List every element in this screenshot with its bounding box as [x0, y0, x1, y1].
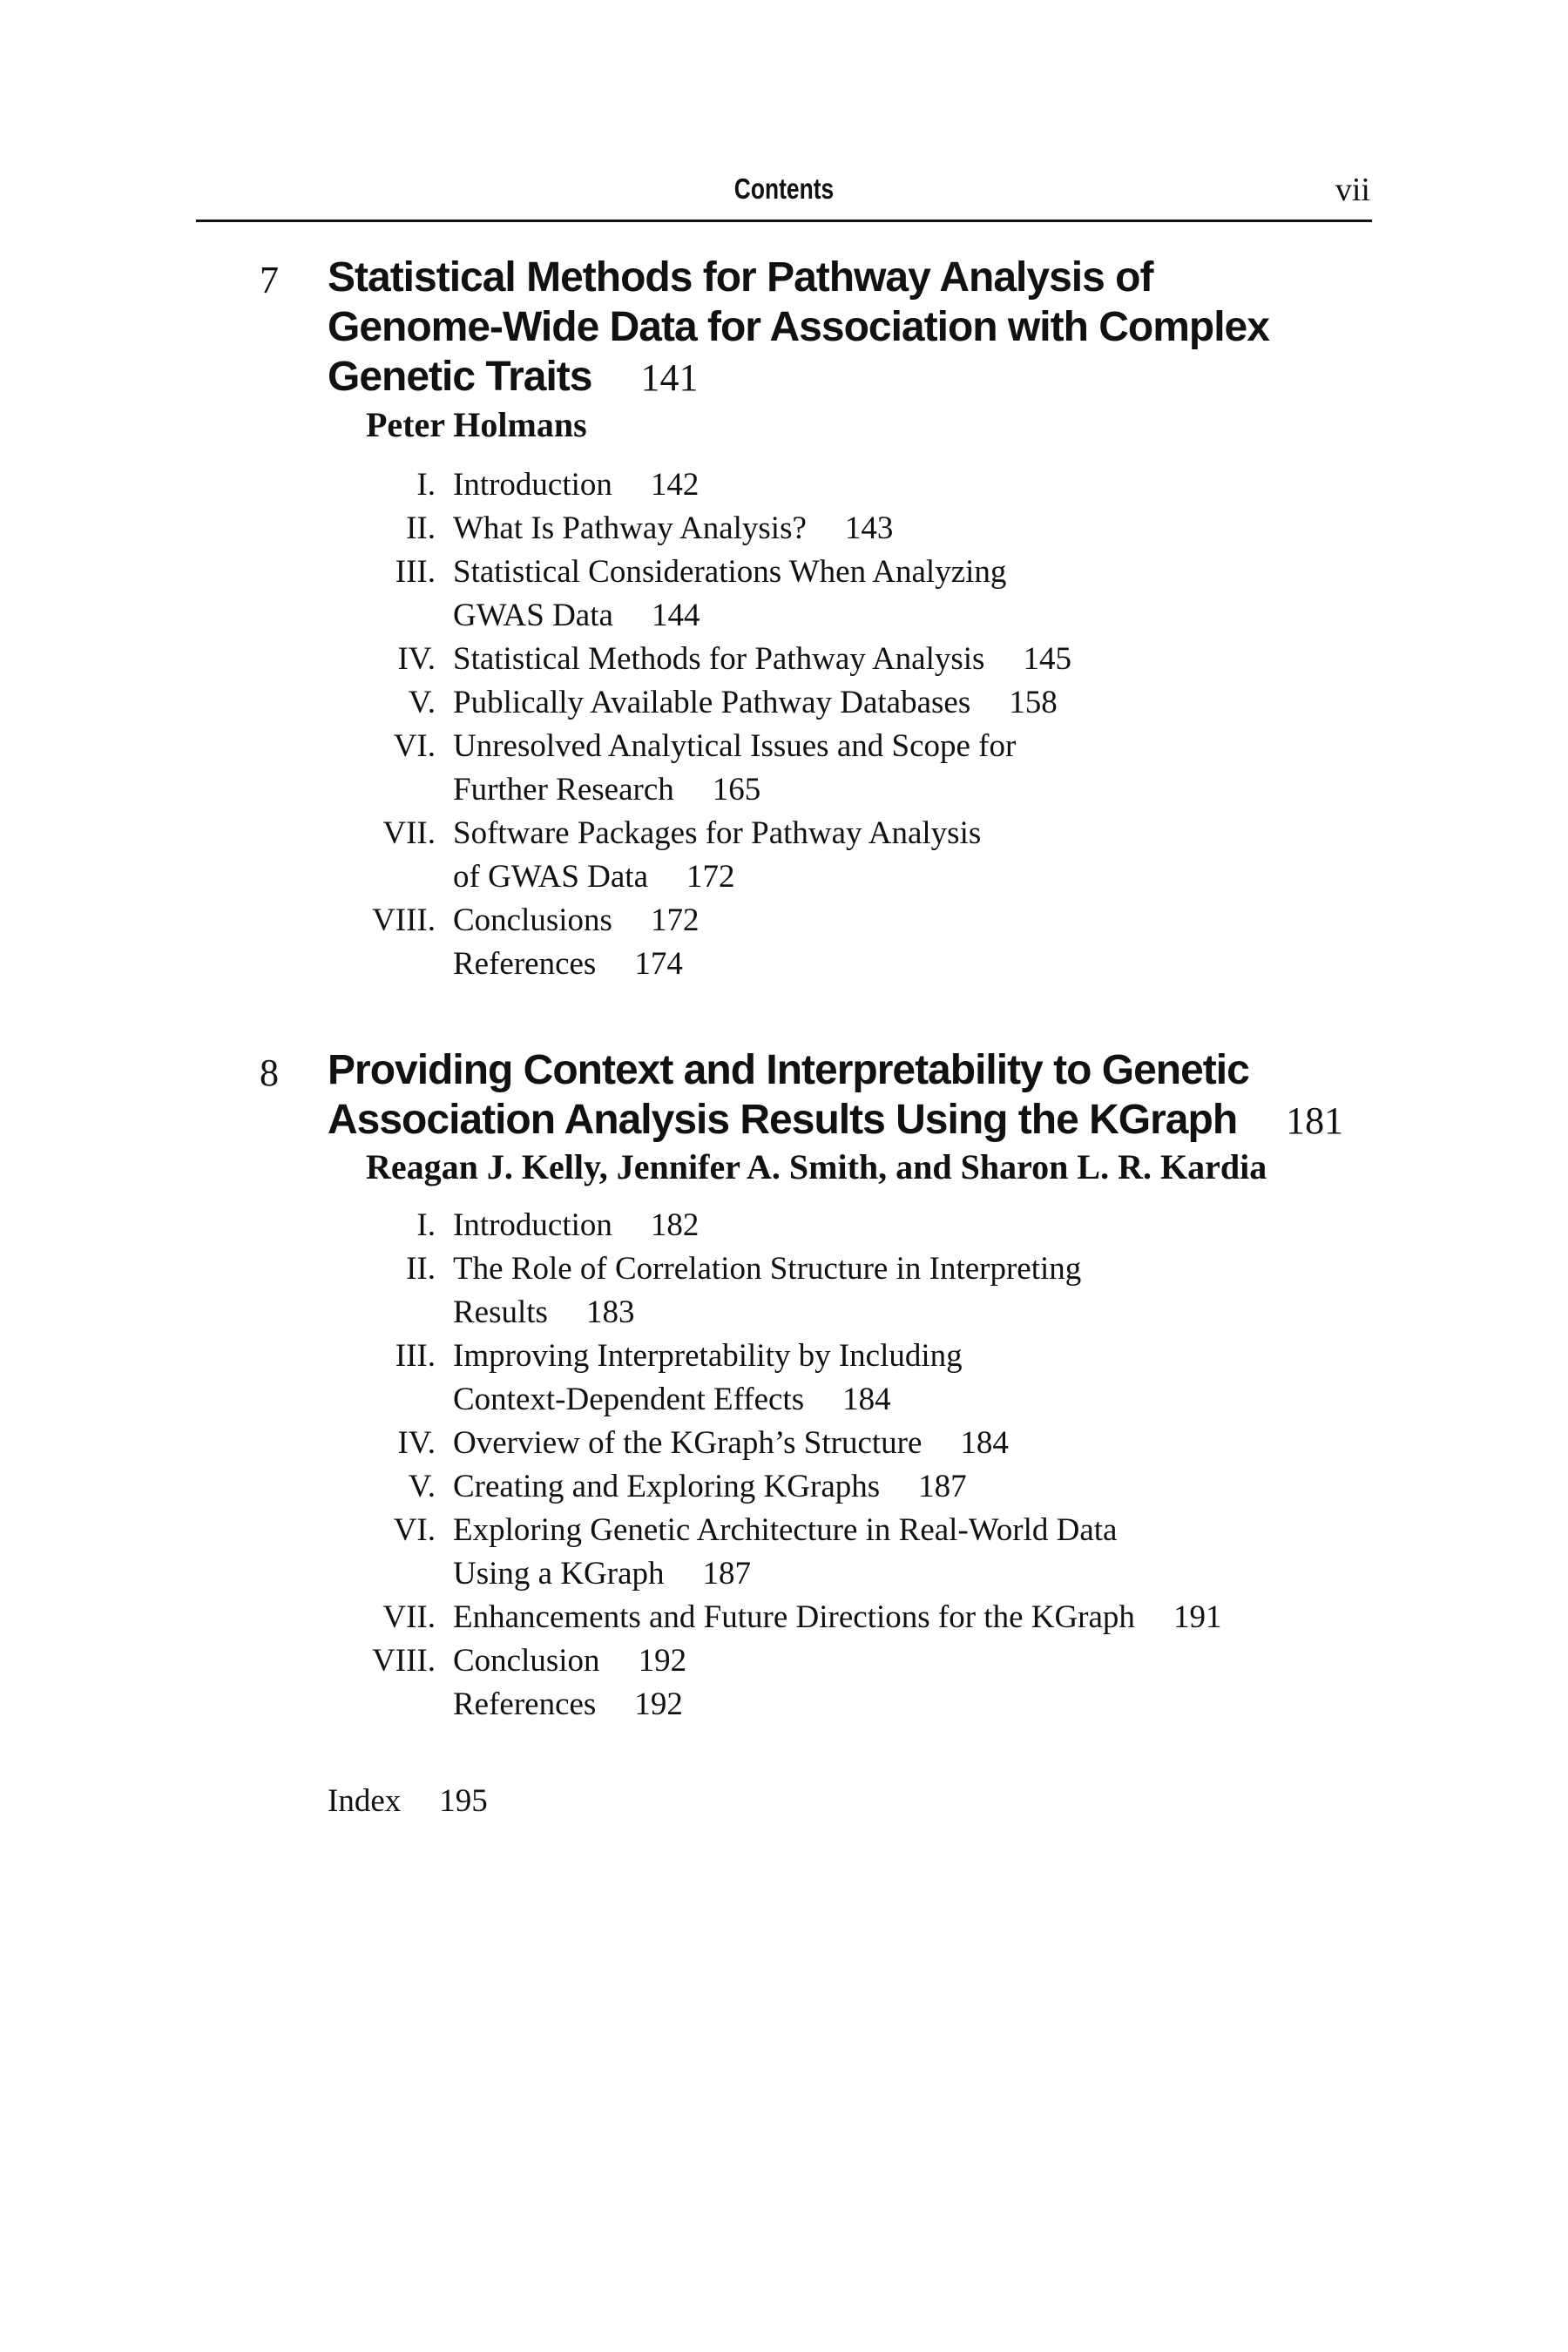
section-title: The Role of Correlation Structure in Interpreting: [453, 1251, 1082, 1287]
chapter-title-line: Association Analysis Results Using the KGraph: [328, 1097, 1238, 1143]
toc-entry[interactable]: [0, 551, 1568, 638]
section-numeral: VI.: [393, 1512, 436, 1548]
toc-entry-references[interactable]: [0, 943, 1568, 986]
toc-entry-references[interactable]: [0, 1683, 1568, 1727]
section-title-cont: Context-Dependent Effects: [453, 1382, 805, 1417]
chapter-title-line-last: [328, 352, 1269, 402]
section-title-cont: Using a KGraph: [453, 1556, 665, 1592]
section-title: Overview of the KGraph’s Structure: [453, 1425, 923, 1461]
section-page: 184: [960, 1425, 1009, 1461]
chapter-7-sections: [0, 463, 1568, 986]
section-title-line: [453, 899, 1568, 943]
section-title-line: [453, 507, 1568, 551]
section-numeral: V.: [408, 1469, 436, 1504]
section-title-line: [453, 1465, 1568, 1509]
chapter-title-line: Statistical Methods for Pathway Analysis of: [328, 254, 1153, 301]
section-title-line: [453, 1596, 1568, 1639]
section-title-line: [453, 1204, 1568, 1247]
chapter-title-line: Genetic Traits: [328, 354, 592, 400]
toc-entry[interactable]: [0, 1465, 1568, 1509]
section-page: 172: [650, 902, 700, 938]
running-title: Contents: [733, 172, 835, 205]
section-title: Introduction: [453, 467, 612, 503]
section-title-line: [453, 1639, 1568, 1683]
running-header: [196, 171, 1372, 222]
chapter-page-number[interactable]: 181: [1286, 1099, 1344, 1142]
index-label: Index: [328, 1783, 402, 1819]
section-page: 184: [842, 1382, 891, 1417]
section-title: Unresolved Analytical Issues and Scope for: [453, 728, 1017, 764]
chapter-title-line-last: [328, 1095, 1343, 1146]
index-page: 195: [439, 1783, 488, 1819]
section-title: Creating and Exploring KGraphs: [453, 1469, 881, 1504]
toc-entry[interactable]: [0, 899, 1568, 943]
section-title-line: [453, 768, 1568, 812]
section-page: 192: [634, 1686, 683, 1722]
section-title-line: [453, 1422, 1568, 1465]
section-title: What Is Pathway Analysis?: [453, 510, 807, 546]
section-title: References: [453, 1686, 597, 1722]
section-title: Publically Available Pathway Databases: [453, 685, 971, 720]
chapter-title: [328, 253, 1269, 402]
chapter-number: 8: [260, 1051, 279, 1094]
section-numeral: II.: [406, 1251, 436, 1287]
chapter-title-line: Genome-Wide Data for Association with Complex: [328, 304, 1269, 350]
section-numeral: VII.: [382, 815, 436, 851]
toc-entry[interactable]: [0, 507, 1568, 551]
toc-entry[interactable]: [0, 638, 1568, 681]
section-numeral: I.: [416, 1207, 436, 1243]
section-page: 187: [702, 1556, 752, 1592]
section-title-line: [453, 1291, 1568, 1335]
section-title: References: [453, 946, 597, 982]
section-title: Introduction: [453, 1207, 612, 1243]
toc-entry[interactable]: [0, 1204, 1568, 1247]
section-page: 187: [918, 1469, 967, 1504]
toc-entry[interactable]: [0, 1422, 1568, 1465]
section-page: 144: [651, 598, 700, 633]
toc-entry[interactable]: [0, 725, 1568, 812]
section-numeral: IV.: [397, 641, 436, 677]
section-title-line: [453, 1552, 1568, 1596]
section-title-line: [453, 1683, 1568, 1727]
section-numeral: V.: [408, 685, 436, 720]
section-numeral: III.: [395, 554, 436, 590]
chapter-title: [328, 1045, 1343, 1146]
section-numeral: VI.: [393, 728, 436, 764]
toc-entry[interactable]: [0, 1335, 1568, 1422]
chapter-authors: Peter Holmans: [366, 405, 587, 444]
section-numeral: I.: [416, 467, 436, 503]
section-title-cont: of GWAS Data: [453, 859, 649, 895]
section-title: Conclusions: [453, 902, 612, 938]
section-numeral: VIII.: [372, 902, 436, 938]
section-page: 142: [650, 467, 700, 503]
toc-entry[interactable]: [0, 1596, 1568, 1639]
section-page: 158: [1009, 685, 1058, 720]
section-title-cont: GWAS Data: [453, 598, 613, 633]
section-page: 143: [844, 510, 894, 546]
page-folio: vii: [1335, 172, 1370, 208]
section-title-line: [453, 463, 1568, 507]
section-numeral: VII.: [382, 1599, 436, 1635]
chapter-number: 7: [260, 259, 279, 301]
section-title: Enhancements and Future Directions for the KGraph: [453, 1599, 1135, 1635]
toc-entry[interactable]: [0, 812, 1568, 899]
section-title: Statistical Methods for Pathway Analysis: [453, 641, 985, 677]
section-numeral: II.: [406, 510, 436, 546]
section-page: 172: [686, 859, 735, 895]
section-page: 191: [1173, 1599, 1222, 1635]
section-numeral: IV.: [397, 1425, 436, 1461]
section-title: Statistical Considerations When Analyzing: [453, 554, 1007, 590]
section-title-cont: Results: [453, 1294, 548, 1330]
toc-entry[interactable]: [0, 681, 1568, 725]
section-title: Exploring Genetic Architecture in Real-World Data: [453, 1512, 1118, 1548]
section-title-line: [453, 638, 1568, 681]
section-title: Improving Interpretability by Including: [453, 1338, 963, 1374]
section-title-line: [453, 681, 1568, 725]
section-page: 165: [712, 772, 761, 808]
section-title-line: [453, 1378, 1568, 1422]
chapter-8-sections: [0, 1204, 1568, 1727]
section-page: 192: [638, 1643, 687, 1679]
section-title-line: [453, 594, 1568, 638]
chapter-authors: Reagan J. Kelly, Jennifer A. Smith, and Sharon L. R. Kardia: [366, 1147, 1267, 1186]
section-title: Software Packages for Pathway Analysis: [453, 815, 982, 851]
toc-entry[interactable]: [0, 463, 1568, 507]
section-page: 174: [634, 946, 683, 982]
section-page: 183: [585, 1294, 635, 1330]
toc-entry[interactable]: [0, 1247, 1568, 1335]
section-title-cont: Further Research: [453, 772, 674, 808]
section-title: Conclusion: [453, 1643, 600, 1679]
section-numeral: III.: [395, 1338, 436, 1374]
section-numeral: VIII.: [372, 1643, 436, 1679]
toc-entry[interactable]: [0, 1639, 1568, 1683]
section-title-line: [453, 855, 1568, 899]
toc-entry[interactable]: [0, 1509, 1568, 1596]
index-entry[interactable]: [328, 1782, 488, 1820]
section-page: 145: [1023, 641, 1071, 677]
section-title-line: [453, 943, 1568, 986]
chapter-page-number[interactable]: 141: [640, 356, 699, 399]
chapter-title-line: Providing Context and Interpretability to Genetic: [328, 1047, 1249, 1093]
section-page: 182: [650, 1207, 700, 1243]
